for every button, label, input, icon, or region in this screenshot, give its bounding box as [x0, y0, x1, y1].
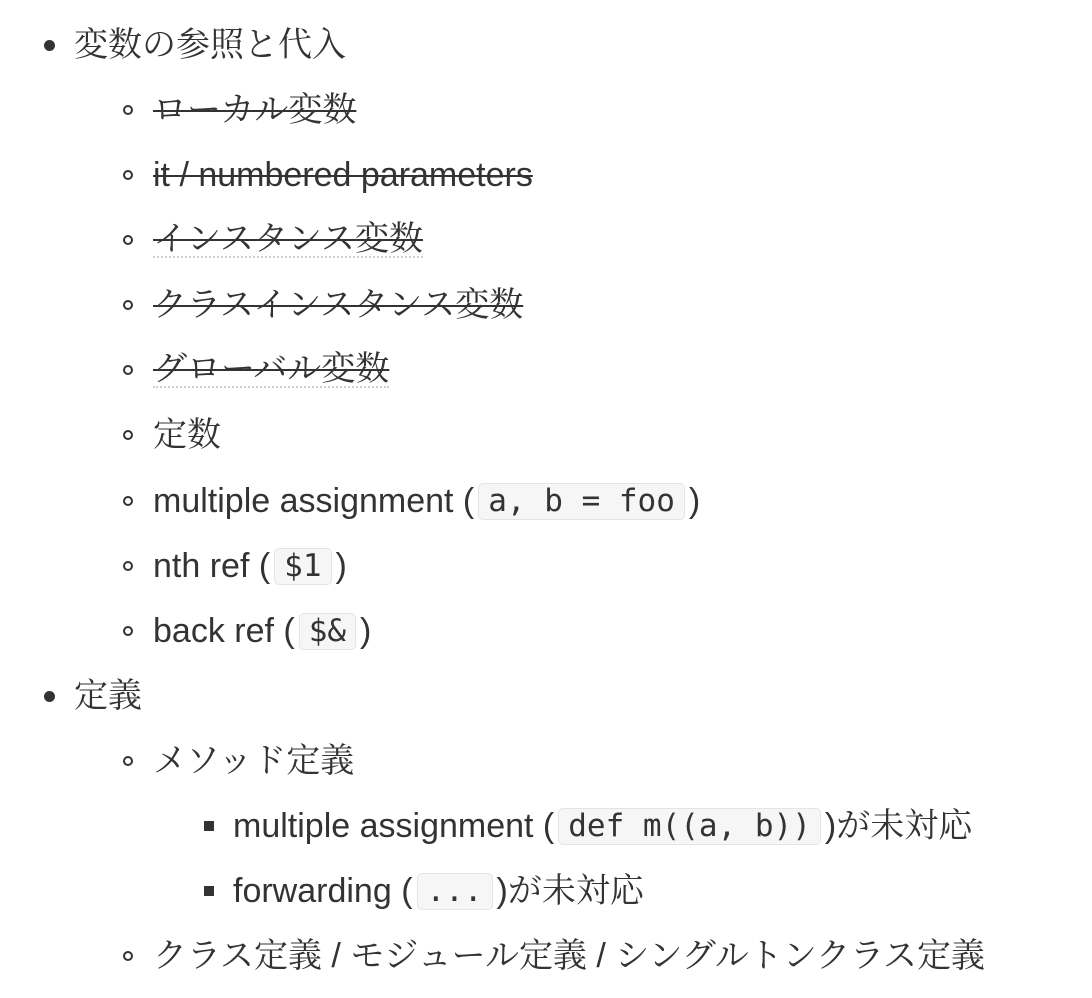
item-label: multiple assignment ( [233, 807, 555, 845]
circle-bullet-icon [123, 430, 133, 440]
circle-bullet-icon [123, 105, 133, 115]
item-label: it / numbered parameters [153, 156, 533, 194]
item-text [233, 801, 972, 851]
circle-bullet-icon [123, 365, 133, 375]
item-label: 定数 [153, 416, 221, 454]
item-suffix: )が未対応 [824, 807, 973, 845]
disc-bullet-icon [44, 40, 55, 51]
circle-bullet-icon [123, 170, 133, 180]
item-label: back ref ( [153, 612, 295, 650]
item-label-wrapper [153, 280, 523, 330]
item-label-wrapper [153, 345, 389, 395]
item-label-link[interactable]: グローバル変数 [153, 350, 390, 388]
item-label-link[interactable]: クラスインスタンス変数 [153, 286, 524, 324]
inline-code: a, b = foo [478, 483, 685, 520]
circle-bullet-icon [123, 496, 133, 506]
item-text [153, 606, 371, 656]
item-suffix: )が未対応 [496, 872, 644, 910]
inline-code: ... [417, 873, 493, 910]
inline-code: $1 [274, 548, 331, 585]
item-suffix: ) [335, 547, 347, 585]
circle-bullet-icon [123, 951, 133, 961]
item-label: nth ref ( [153, 547, 271, 585]
item-label: ローカル変数 [153, 91, 357, 129]
item-suffix: ) [688, 482, 701, 520]
circle-bullet-icon [123, 235, 133, 245]
item-text [233, 866, 644, 916]
circle-bullet-icon [123, 300, 133, 310]
circle-bullet-icon [123, 756, 133, 766]
item-label-wrapper [153, 215, 423, 265]
item-suffix: ) [360, 612, 372, 650]
section-title: 変数の参照と代入 [74, 26, 346, 64]
item-label-link[interactable]: インスタンス変数 [153, 220, 423, 258]
section-title: 定義 [74, 677, 142, 715]
item-label: メソッド定義 [153, 742, 355, 780]
circle-bullet-icon [123, 561, 133, 571]
disc-bullet-icon [44, 691, 55, 702]
square-bullet-icon [204, 886, 214, 896]
item-text [153, 476, 700, 526]
item-text [153, 541, 347, 591]
circle-bullet-icon [123, 626, 133, 636]
square-bullet-icon [204, 821, 214, 831]
inline-code: $& [299, 613, 356, 650]
inline-code: def m((a, b)) [558, 808, 821, 845]
item-label: クラス定義 / モジュール定義 / シングルトンクラス定義 [153, 937, 986, 975]
item-label: multiple assignment ( [153, 482, 475, 520]
item-label: forwarding ( [233, 872, 413, 910]
